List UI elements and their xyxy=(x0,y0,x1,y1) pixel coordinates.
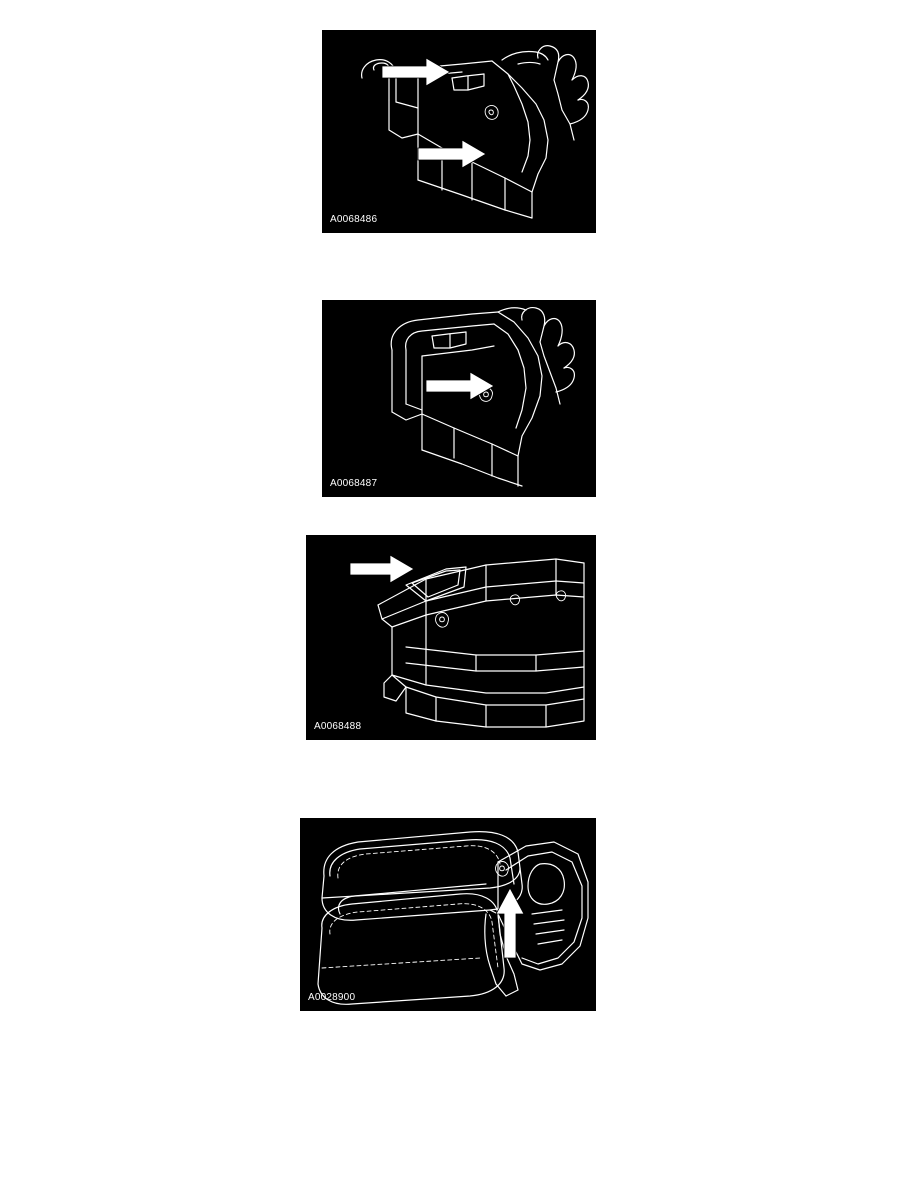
figure-a0028900 xyxy=(300,818,596,1011)
figure-a0068487 xyxy=(322,300,596,497)
figure-a0068486-art xyxy=(322,30,596,233)
figure-a0068487-art xyxy=(322,300,596,497)
callout-arrow-1 xyxy=(496,888,524,958)
figure-a0028900-art xyxy=(300,818,596,1011)
figure-a0068488-art xyxy=(306,535,596,740)
callout-arrow-1 xyxy=(350,555,414,583)
figure-id-label: A0068486 xyxy=(330,214,378,225)
figure-id-label: A0068487 xyxy=(330,478,378,489)
figure-id-label: A0028900 xyxy=(308,992,356,1003)
figure-id-label: A0068488 xyxy=(314,721,362,732)
figure-a0068488 xyxy=(306,535,596,740)
callout-arrow-1 xyxy=(382,58,450,86)
figure-a0068486 xyxy=(322,30,596,233)
